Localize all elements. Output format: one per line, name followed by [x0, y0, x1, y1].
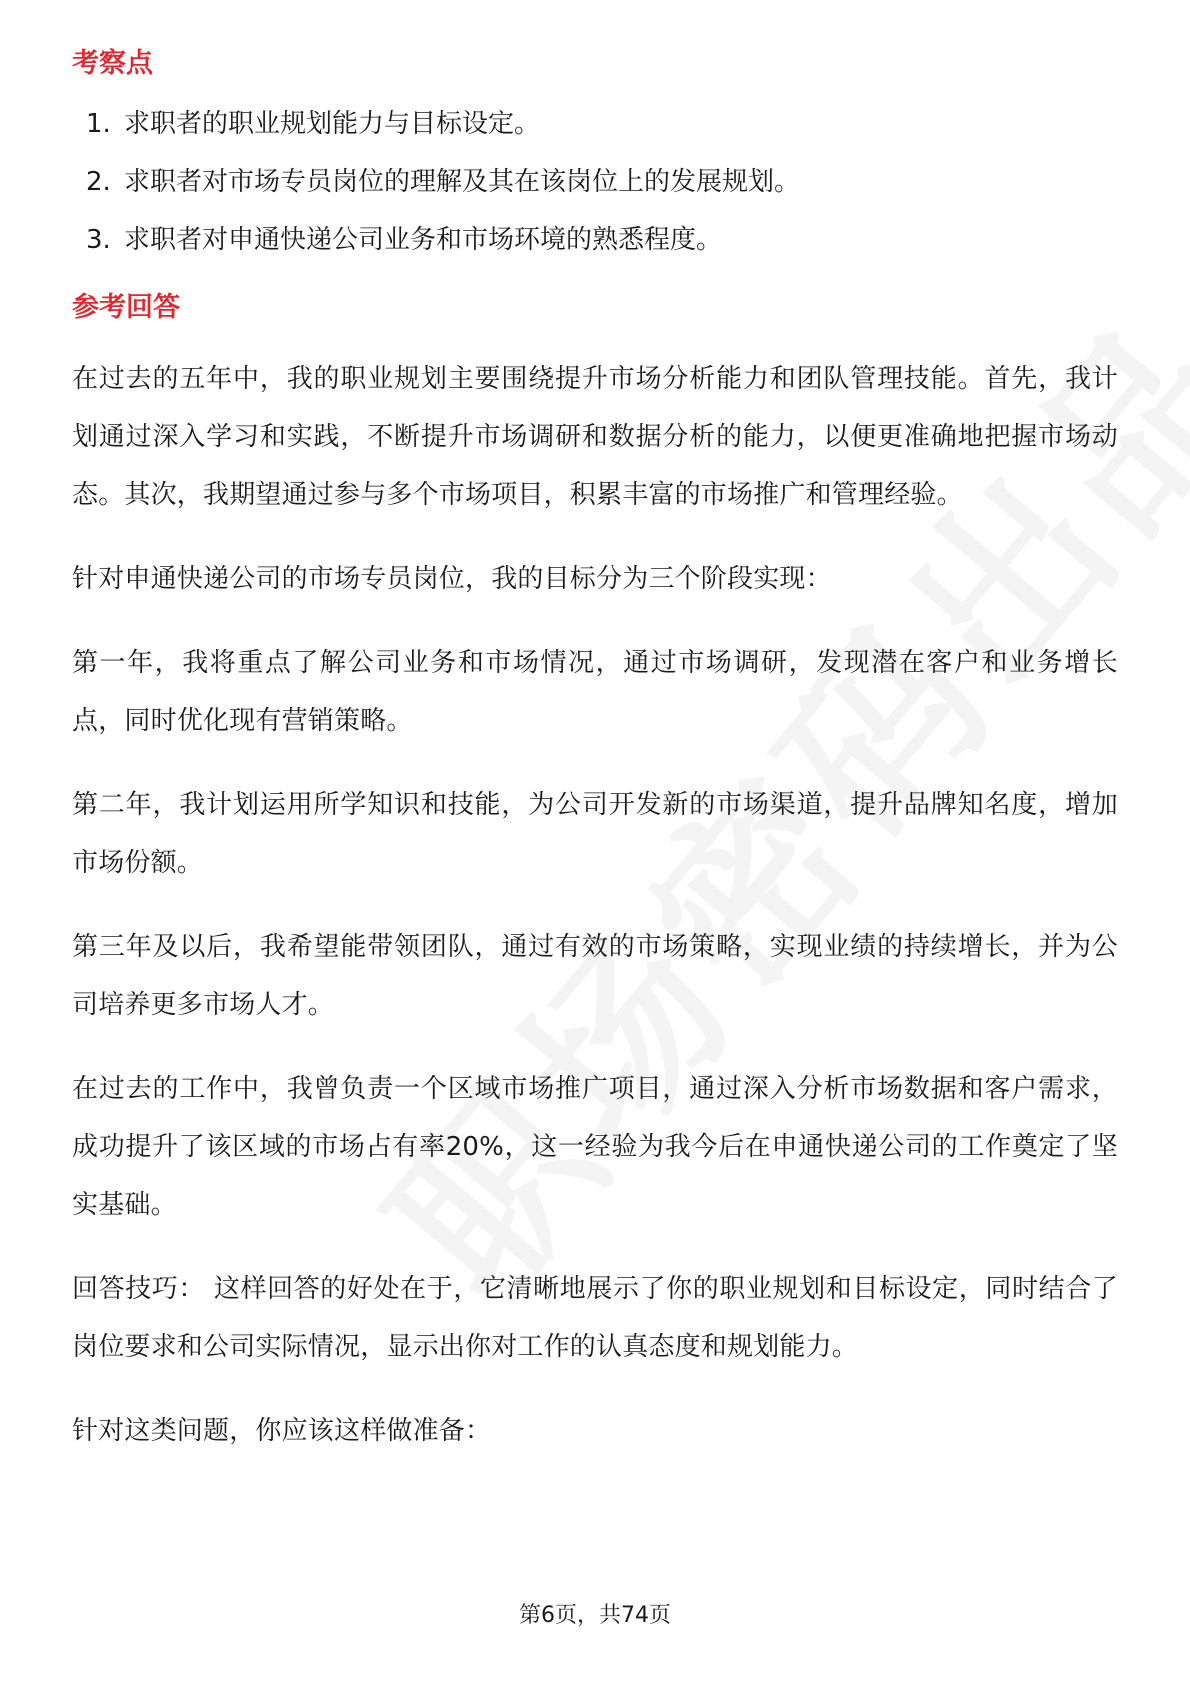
list-number: 1.	[86, 109, 111, 139]
page-number-footer: 第6页，共74页	[519, 1603, 671, 1628]
section-heading-answer: 参考回答	[72, 292, 180, 323]
list-number: 2.	[86, 167, 111, 197]
answer-paragraph: 在过去的工作中，我曾负责一个区域市场推广项目，通过深入分析市场数据和客户需求，成功提升了该区域的市场占有率20%，这一经验为我今后在申通快递公司的工作奠定了坚实基础。	[72, 1074, 1118, 1220]
page-content	[72, 42, 1118, 1486]
list-item	[72, 102, 1118, 146]
list-item-text: 求职者对申通快递公司业务和市场环境的熟悉程度。	[124, 225, 723, 255]
list-item	[72, 218, 1118, 262]
answer-paragraph: 第三年及以后，我希望能带领团队，通过有效的市场策略，实现业绩的持续增长，并为公司培养更多市场人才。	[72, 932, 1118, 1020]
points-list	[72, 102, 1118, 262]
answer-paragraph: 第二年，我计划运用所学知识和技能，为公司开发新的市场渠道，提升品牌知名度，增加市场份额。	[72, 790, 1118, 878]
list-item-text: 求职者对市场专员岗位的理解及其在该岗位上的发展规划。	[124, 167, 801, 197]
answer-paragraph: 第一年，我将重点了解公司业务和市场情况，通过市场调研，发现潜在客户和业务增长点，同时优化现有营销策略。	[72, 648, 1118, 736]
list-item-text: 求职者的职业规划能力与目标设定。	[124, 109, 541, 139]
answer-paragraph: 针对申通快递公司的市场专员岗位，我的目标分为三个阶段实现：	[72, 564, 832, 594]
list-number: 3.	[86, 225, 111, 255]
list-item	[72, 160, 1118, 204]
preparation-paragraph: 针对这类问题，你应该这样做准备：	[72, 1416, 492, 1446]
section-heading-points: 考察点	[72, 48, 153, 79]
tips-paragraph: 回答技巧： 这样回答的好处在于，它清晰地展示了你的职业规划和目标设定，同时结合了岗位要求和公司实际情况，显示出你对工作的认真态度和规划能力。	[72, 1274, 1118, 1362]
answer-paragraph: 在过去的五年中，我的职业规划主要围绕提升市场分析能力和团队管理技能。首先，我计划通过深入学习和实践，不断提升市场调研和数据分析的能力，以便更准确地把握市场动态。其次，我期望通过参与多个市场项目，积累丰富的市场推广和管理经验。	[72, 364, 1118, 510]
